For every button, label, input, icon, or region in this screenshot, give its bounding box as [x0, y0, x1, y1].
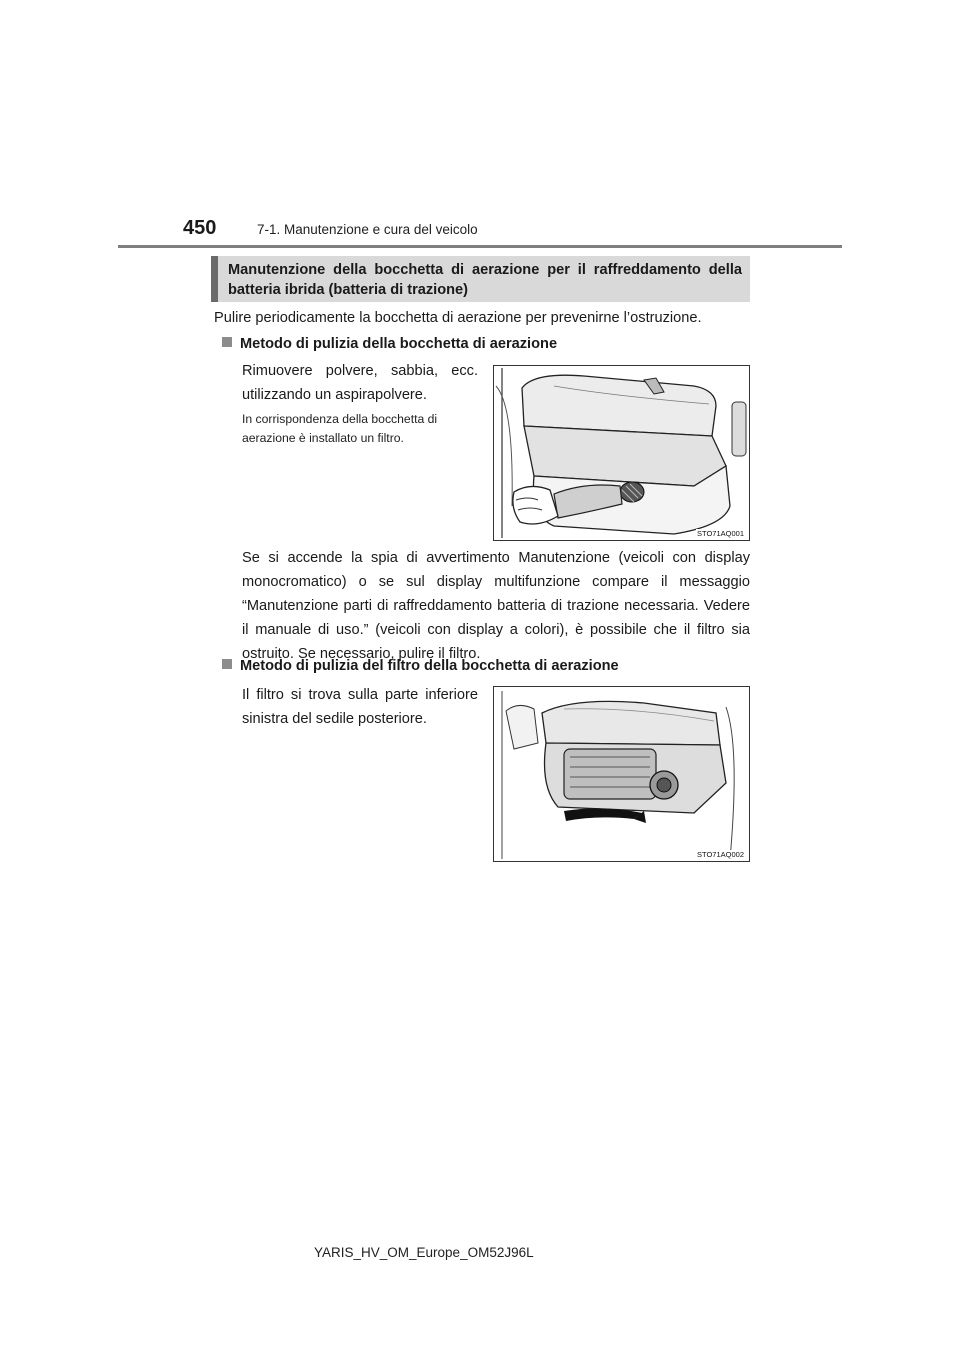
document-footer: YARIS_HV_OM_Europe_OM52J96L — [314, 1245, 534, 1260]
illustration-filter-location — [493, 686, 750, 862]
illustration-vent-vacuum — [493, 365, 750, 541]
square-bullet-icon — [222, 659, 232, 669]
section-title-box — [211, 256, 750, 302]
method2-text: Il filtro si trova sulla parte inferiore sinistra del sedile posteriore. — [242, 687, 478, 727]
illustration-code: STO71AQ002 — [697, 850, 744, 859]
section-reference: 7-1. Manutenzione e cura del veicolo — [257, 222, 478, 237]
method2-heading: Metodo di pulizia del filtro della bocchetta di aerazione — [240, 658, 619, 674]
section-title: Manutenzione della bocchetta di aerazione per il raffreddamento della batteria ibrida (batteria di trazione) — [228, 262, 742, 298]
method1-text: Rimuovere polvere, sabbia, ecc. utilizzando un aspirapolvere. — [242, 363, 478, 403]
method2-heading-row — [222, 658, 619, 674]
method1-heading: Metodo di pulizia della bocchetta di aerazione — [240, 336, 558, 352]
square-bullet-icon — [222, 337, 232, 347]
seat-filter-drawing — [494, 687, 749, 861]
method1-note: In corrispondenza della bocchetta di aerazione è installato un filtro. — [242, 412, 438, 445]
method1-heading-row — [222, 336, 557, 352]
header-divider — [118, 245, 842, 248]
intro-paragraph: Pulire periodicamente la bocchetta di aerazione per prevenirne l’ostruzione. — [214, 310, 702, 326]
seat-vacuum-drawing — [494, 366, 749, 540]
warning-paragraph: Se si accende la spia di avvertimento Manutenzione (veicoli con display monocromatico) o se sul display multifunzione compare il messaggio “Manutenzione parti di raffreddamento batteria di trazione necessaria. Vedere il manuale di uso.” (veicoli con display a colori), è possibile che il filtro sia ostruito. Se necessario, pulire il filtro. — [242, 550, 750, 662]
page-number: 450 — [183, 217, 217, 239]
illustration-code: STO71AQ001 — [697, 529, 744, 538]
